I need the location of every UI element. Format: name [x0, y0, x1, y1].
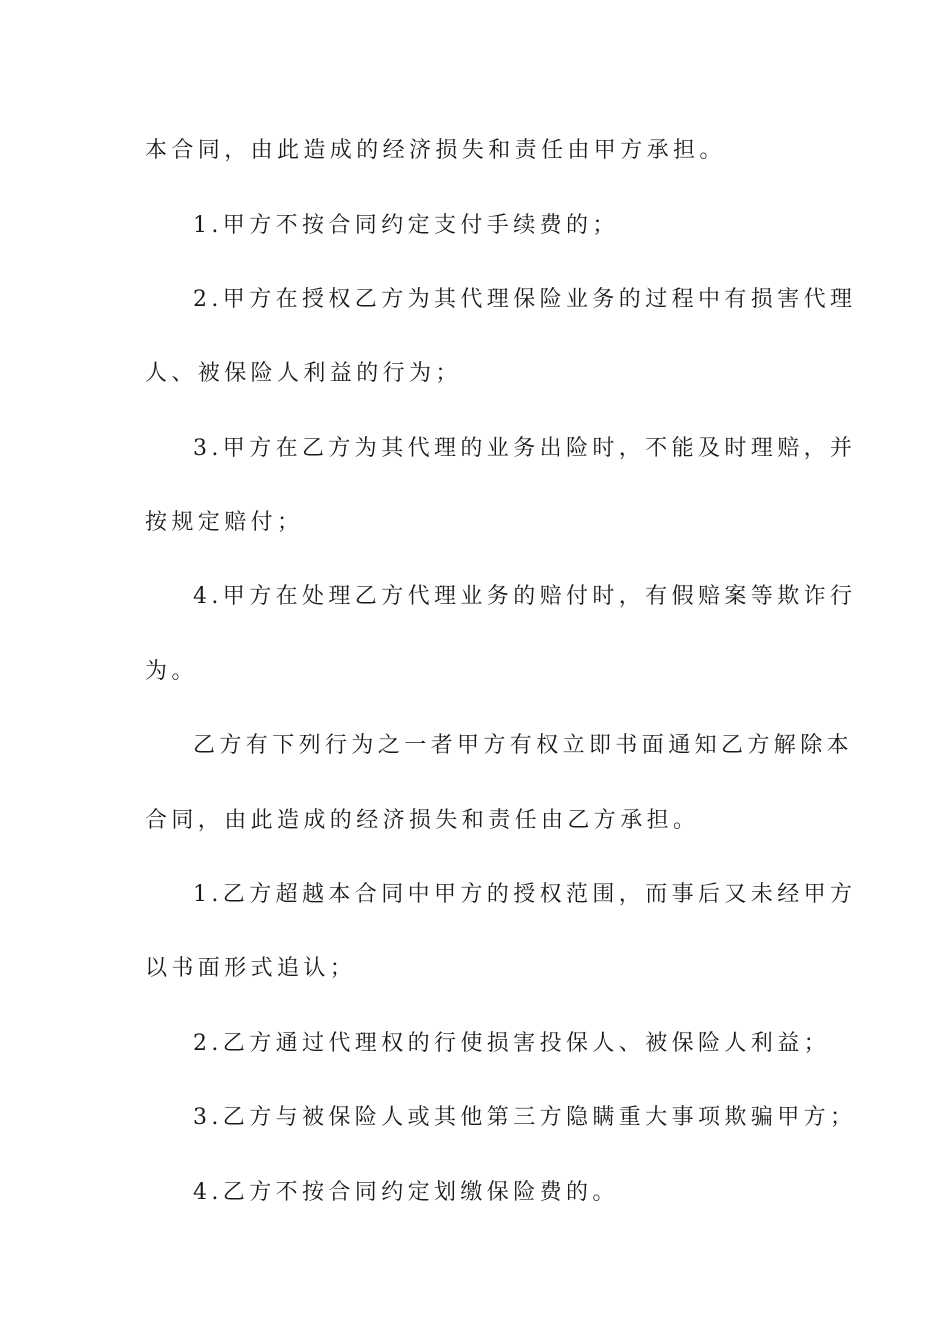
text-line: 本合同，由此造成的经济损失和责任由甲方承担。 — [145, 138, 726, 163]
list-item: 3.乙方与被保险人或其他第三方隐瞒重大事项欺骗甲方； — [193, 1105, 857, 1130]
text-line: 按规定赔付； — [145, 510, 304, 535]
list-item: 4.甲方在处理乙方代理业务的赔付时，有假赔案等欺诈行 — [193, 584, 857, 609]
text-line: 合同，由此造成的经济损失和责任由乙方承担。 — [145, 808, 700, 833]
list-item: 3.甲方在乙方为其代理的业务出险时，不能及时理赔，并 — [193, 436, 857, 461]
text-line: 人、被保险人利益的行为； — [145, 361, 462, 386]
list-item: 4.乙方不按合同约定划缴保险费的。 — [193, 1180, 619, 1205]
text-line: 为。 — [145, 659, 198, 684]
list-item: 2.甲方在授权乙方为其代理保险业务的过程中有损害代理 — [193, 287, 857, 312]
paragraph-start: 乙方有下列行为之一者甲方有权立即书面通知乙方解除本 — [193, 733, 854, 758]
list-item: 1.甲方不按合同约定支付手续费的； — [193, 213, 619, 238]
list-item: 2.乙方通过代理权的行使损害投保人、被保险人利益； — [193, 1031, 830, 1056]
text-line: 以书面形式追认； — [145, 956, 357, 981]
list-item: 1.乙方超越本合同中甲方的授权范围，而事后又未经甲方 — [193, 882, 857, 907]
